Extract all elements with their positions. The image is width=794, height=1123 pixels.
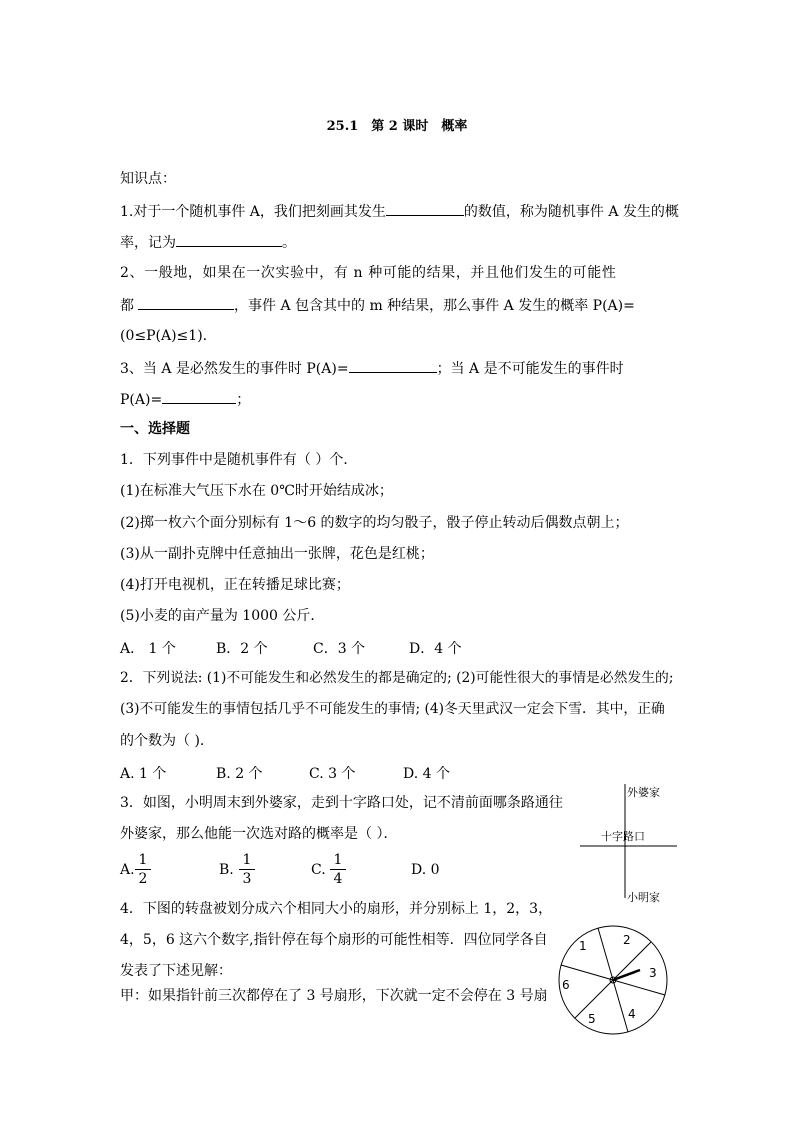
q3-option-c-denominator: 4 [333,871,343,887]
section-heading: 一、选择题 [120,421,190,437]
q4-line-4: 甲：如果指针前三次都停在了 3 号扇形，下次就一定不会停在 3 号扇 [120,988,548,1004]
q4-line-1: 4．下图的转盘被划分成六个相同大小的扇形，并分别标上 1，2，3， [120,901,553,917]
sector-1-label: 1 [579,939,587,953]
q3-line-1: 3．如图，小明周末到外婆家，走到十字路口处，记不清前面哪条路通往 [120,795,563,811]
q2-line-3: 的个数为（ ). [120,733,205,749]
k1-text-d: 。 [282,235,296,251]
q1-item-1: (1)在标准大气压下水在 0℃时开始结成冰； [120,483,393,499]
sector-4-label: 4 [628,1007,636,1021]
page-title: 25.1 第 2 课时 概率 [326,119,468,134]
q3-option-d[interactable]: D. 0 [411,862,440,878]
knowledge-heading: 知识点： [120,171,176,187]
spinner-pointer[interactable] [613,970,640,980]
q1-item-3: (3)从一副扑克牌中任意抽出一张牌，花色是红桃； [120,546,434,562]
knowledge-point-3-line1 [120,358,624,378]
k3-text-b: ；当 A 是不可能发生的事件时 [436,361,624,377]
k1-text-a: 1.对于一个随机事件 A，我们把刻画其发生 [120,204,386,220]
q2-option-c[interactable]: C. 3 个 [309,766,356,782]
crossroad-figure [575,780,685,905]
k3-text-a: 3、当 A 是必然发生的事件时 P(A)= [120,361,349,377]
q2-option-d[interactable]: D. 4 个 [403,766,450,782]
knowledge-point-3-line2 [120,389,250,409]
k2-text-c: ，事件 A 包含其中的 m 种结果，那么事件 A 发生的概率 P(A)= [234,298,635,314]
q3-option-c-label[interactable]: C. [311,862,326,878]
k2-text-b: 都 [120,298,134,314]
q1-option-b[interactable]: B．2 个 [216,641,268,657]
q2-line-2: (3)不可能发生的事情包括几乎不可能发生的事情; (4)冬天里武汉一定会下雪．其中，正确 [120,701,665,717]
k1-text-b: 的数值，称为随机事件 A 发生的概 [463,204,679,220]
q3-option-b-fraction[interactable] [239,851,255,888]
knowledge-point-1-line1 [120,201,679,221]
k3-blank-1[interactable] [349,358,437,373]
spinner-divider [613,980,628,1032]
q1-option-a[interactable]: A． 1 个 [120,641,176,657]
q4-line-3: 发表了下述见解： [120,963,232,979]
spinner-divider [598,928,613,980]
q1-option-c[interactable]: C．3 个 [313,641,366,657]
sector-5-label: 5 [588,1012,596,1026]
q3-option-c-fraction[interactable] [330,851,346,888]
q1-item-5: (5)小麦的亩产量为 1000 公斤． [120,608,325,624]
k1-text-c: 率，记为 [120,235,176,251]
k1-blank-2[interactable] [176,232,282,247]
q1-stem: 1．下列事件中是随机事件有（ ）个． [120,452,358,468]
knowledge-point-2-line2 [120,295,635,315]
spinner-divider [613,942,651,980]
k3-text-d: ； [236,392,251,408]
q4-line-2: 4，5，6 这六个数字,指针停在每个扇形的可能性相等．四位同学各自 [120,932,548,948]
label-grandma-home: 外婆家 [627,786,660,799]
spinner-divider [613,980,665,995]
k3-blank-2[interactable] [162,389,236,404]
q2-line-1: 2．下列说法: (1)不可能发生和必然发生的都是确定的; (2)可能性很大的事情是必然发生的; [120,670,674,686]
k3-text-c: P(A)= [120,392,163,408]
q3-line-2: 外婆家，那么他能一次选对路的概率是（ ）． [120,826,398,842]
sector-2-label: 2 [623,933,631,947]
q3-option-c-numerator: 1 [330,851,346,870]
sector-3-label: 3 [649,966,657,980]
knowledge-point-2-line1: 2、一般地，如果在一次实验中，有 n 种可能的结果，并且他们发生的可能性 [120,265,617,281]
label-xiaoming-home: 小明家 [627,891,660,904]
knowledge-point-1-line2 [120,232,296,252]
knowledge-point-2-line3: (0≤P(A)≤1). [120,328,208,344]
q2-option-a[interactable]: A. 1 个 [120,766,167,782]
q2-option-b[interactable]: B. 2 个 [216,766,263,782]
label-crossroad: 十字路口 [601,830,645,843]
q3-option-a-label[interactable]: A. [120,862,135,878]
q1-option-d[interactable]: D．4 个 [409,641,462,657]
q1-item-4: (4)打开电视机，正在转播足球比赛； [120,577,350,593]
q3-option-a-numerator: 1 [135,851,151,870]
q3-option-b-denominator: 3 [242,871,252,887]
spinner-figure [555,920,675,1040]
k2-blank[interactable] [138,295,234,310]
q3-option-b-numerator: 1 [239,851,255,870]
q3-option-a-denominator: 2 [138,871,148,887]
sector-6-label: 6 [562,978,570,992]
q1-item-2: (2)掷一枚六个面分别标有 1～6 的数字的均匀骰子，骰子停止转动后偶数点朝上； [120,515,629,531]
k1-blank-1[interactable] [386,201,464,216]
q3-option-a-fraction[interactable] [135,851,151,888]
q3-option-b-label[interactable]: B. [219,862,234,878]
